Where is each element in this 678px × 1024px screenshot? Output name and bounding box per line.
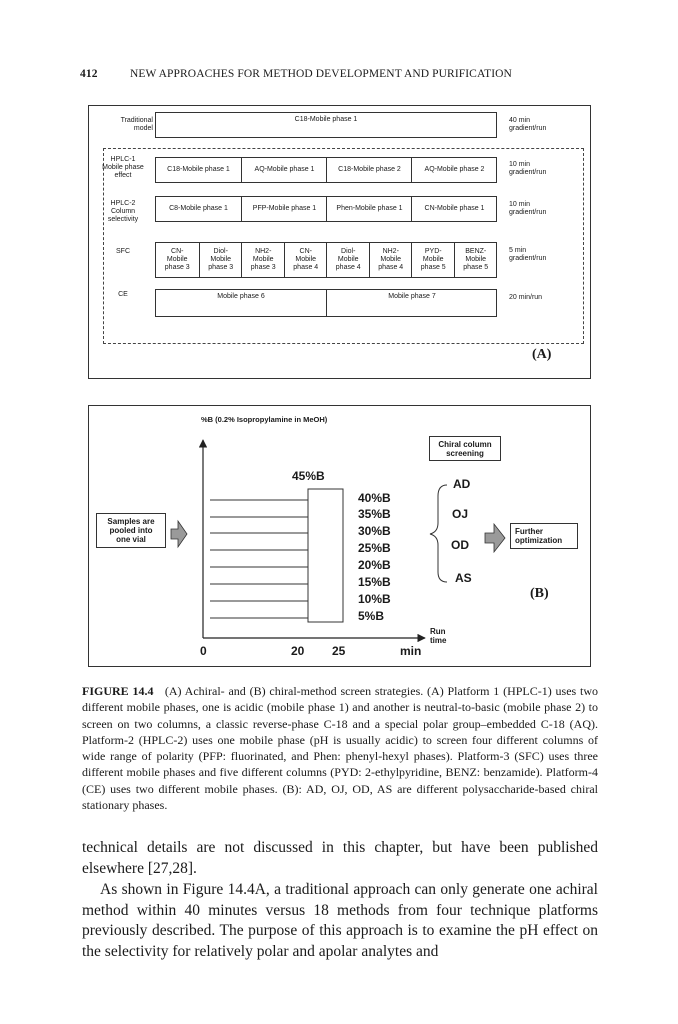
phase-cell: NH2- Mobile phase 4: [369, 243, 413, 277]
phase-cell: CN- Mobile phase 3: [164, 248, 190, 271]
phase-cell: C18-Mobile phase 1: [294, 116, 358, 123]
samples-box: Samples are pooled into one vial: [96, 513, 166, 548]
time-traditional: 40 min gradient/run: [509, 117, 547, 132]
column-label: AS: [455, 571, 472, 585]
panel-a-label: (A): [532, 347, 552, 362]
level-label: 30%B: [358, 524, 391, 538]
phase-cell: PYD- Mobile phase 5: [411, 243, 455, 277]
column-label: OJ: [452, 507, 469, 521]
column-label: OD: [451, 538, 469, 552]
caption-label: FIGURE 14.4: [82, 684, 154, 698]
time-hplc1: 10 min gradient/run: [509, 161, 547, 176]
phase-cell: Diol- Mobile phase 3: [199, 243, 243, 277]
level-label: 15%B: [358, 575, 391, 589]
row-label-hplc2: HPLC-2 Column selectivity: [107, 200, 139, 223]
phase-cell: NH2- Mobile phase 3: [241, 243, 285, 277]
level-label: 10%B: [358, 592, 391, 606]
curly-brace: [430, 485, 447, 582]
row-label-sfc: SFC: [116, 248, 130, 255]
x-axis-title: Run time: [430, 627, 447, 645]
row-label-hplc1: HPLC-1 Mobile phase effect: [102, 156, 144, 179]
caption-text: (A) Achiral- and (B) chiral-method screen strategies. (A) Platform 1 (HPLC-1) uses two different mobile phases, one is acidic (mobile phase 1) and another is neutral-to-basic (mobile phase 2) to screen on two columns, a classic reverse-phase C-18 and a special polar group–embedded C-18 (AQ). Platform-2 (HPLC-2) uses one mobile phase (pH is usually acidic) to screen four different columns of wide range of polarity (PFP: fluorinated, and Phen: phenyl-hexyl phases). Platform-3 (SFC) uses three different mobile phases and five different columns (PYD: 2-ethylpyridine, BENZ: benzamide). Platform-4 (CE) uses two different mobile phases. (B): AD, OJ, OD, AS are different polysaccharide-based chiral stationary phases.: [82, 684, 599, 813]
phase-cell: PFP-Mobile phase 1: [241, 197, 327, 221]
phase-cell: C18-Mobile phase 2: [326, 158, 412, 182]
phase-cell: CN- Mobile phase 4: [284, 243, 328, 277]
phase-cell: C8-Mobile phase 1: [169, 205, 228, 212]
phase-cell: CN-Mobile phase 1: [411, 197, 497, 221]
row-label-ce: CE: [118, 291, 128, 298]
further-optimization-box: Further optimization: [510, 523, 578, 549]
peak-label: 45%B: [292, 469, 325, 483]
block-arrow-right: [485, 524, 505, 552]
phase-cell: AQ-Mobile phase 2: [411, 158, 497, 182]
x-tick: min: [400, 644, 422, 658]
phase-cell: AQ-Mobile phase 1: [241, 158, 327, 182]
x-tick: 0: [200, 644, 207, 658]
time-ce: 20 min/run: [509, 294, 543, 301]
phase-cell: C18-Mobile phase 1: [167, 166, 230, 173]
phase-cell: BENZ- Mobile phase 5: [454, 243, 498, 277]
time-sfc: 5 min gradient/run: [509, 247, 547, 262]
running-title: NEW APPROACHES FOR METHOD DEVELOPMENT AND PURIFICATION: [130, 68, 512, 80]
level-label: 25%B: [358, 541, 391, 555]
body-paragraph-1: technical details are not discussed in this chapter, but have been published elsewhere [27,28].: [82, 839, 598, 877]
block-arrow-left: [171, 521, 187, 547]
y-axis-title: %B (0.2% Isopropylamine in MeOH): [201, 415, 328, 424]
level-label: 35%B: [358, 507, 391, 521]
row-label-traditional: Traditional model: [120, 117, 153, 132]
phase-cell: Diol- Mobile phase 4: [326, 243, 370, 277]
level-label: 20%B: [358, 558, 391, 572]
peak-step-bar: [308, 489, 343, 622]
chiral-screening-box: Chiral column screening: [429, 436, 501, 461]
body-paragraph-2: As shown in Figure 14.4A, a traditional approach can only generate one achiral method within 40 minutes versus 18 methods from four technique platforms previously described. The purpose of this approach is to examine the pH effect on the selectivity for relatively polar and apolar analytes and: [82, 881, 598, 960]
x-tick: 20: [291, 644, 305, 658]
column-label: AD: [453, 477, 471, 491]
figure-caption: [82, 683, 598, 813]
page-number: 412: [80, 68, 98, 80]
panel-b-label: (B): [530, 586, 549, 601]
time-hplc2: 10 min gradient/run: [509, 201, 547, 216]
level-label: 5%B: [358, 609, 385, 623]
level-label: 40%B: [358, 491, 391, 505]
phase-cell: Phen-Mobile phase 1: [326, 197, 412, 221]
phase-cell: Mobile phase 7: [326, 290, 497, 316]
phase-cell: Mobile phase 6: [217, 293, 265, 300]
x-tick: 25: [332, 644, 346, 658]
